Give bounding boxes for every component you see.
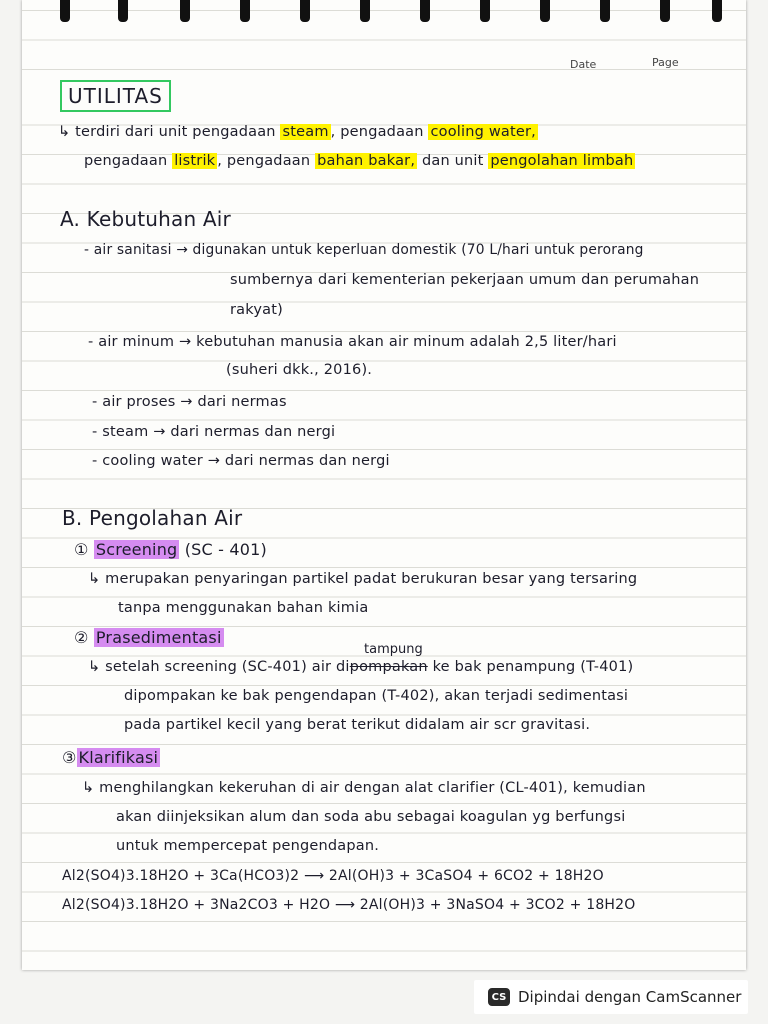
spiral-ring [540, 0, 550, 22]
section-a-heading: A. Kebutuhan Air [60, 207, 231, 231]
intro-text: , pengadaan [330, 124, 429, 140]
highlight-steam: steam [282, 124, 329, 140]
page-label: Page [652, 56, 679, 69]
intro-text: pengadaan [84, 153, 173, 169]
section-a-line: - air minum → kebutuhan manusia akan air minum adalah 2,5 liter/hari [88, 334, 617, 350]
step-3-line: untuk mempercepat pengendapan. [116, 838, 380, 854]
spiral-ring [118, 0, 128, 22]
step-number: ① [74, 540, 89, 559]
struck-word: pompakan [349, 659, 428, 675]
spiral-ring [180, 0, 190, 22]
spiral-ring [360, 0, 370, 22]
highlight-bahan-bakar: bahan bakar, [317, 153, 416, 169]
notebook-page [22, 0, 746, 970]
step-2-text: ke bak penampung (T-401) [427, 659, 634, 675]
step-2-heading [74, 628, 224, 647]
camscanner-logo-icon: CS [488, 988, 510, 1006]
section-a-line: - air proses → dari nermas [92, 394, 287, 410]
spiral-ring [300, 0, 310, 22]
highlight-prasedimentasi: Prasedimentasi [95, 628, 222, 647]
inserted-word: tampung [364, 642, 423, 657]
intro-text: ↳ terdiri dari unit pengadaan [58, 124, 281, 140]
step-2-line: pada partikel kecil yang berat terikut didalam air scr gravitasi. [124, 717, 591, 733]
highlight-pengolahan-limbah: pengolahan limbah [490, 153, 634, 169]
highlight-klarifikasi: Klarifikasi [78, 748, 159, 767]
spiral-ring [600, 0, 610, 22]
spiral-ring [480, 0, 490, 22]
intro-line-1 [58, 124, 538, 140]
step-code: (SC - 401) [179, 540, 267, 559]
section-a-line: - air sanitasi → digunakan untuk keperluan domestik (70 L/hari untuk perorang [84, 242, 644, 258]
reaction-equation-2: Al2(SO4)3.18H2O + 3Na2CO3 + H2O ⟶ 2Al(OH)3 + 3NaSO4 + 3CO2 + 18H2O [62, 897, 636, 913]
intro-text: , pengadaan [217, 153, 316, 169]
step-1-heading [74, 540, 267, 559]
step-2-text: ↳ setelah screening (SC-401) air di [88, 659, 350, 675]
step-3-line: akan diinjeksikan alum dan soda abu sebagai koagulan yg berfungsi [116, 809, 626, 825]
step-1-line: tanpa menggunakan bahan kimia [118, 600, 369, 616]
camscanner-watermark [474, 980, 748, 1014]
spiral-ring [660, 0, 670, 22]
watermark-text: Dipindai dengan CamScanner [518, 988, 742, 1006]
section-a-line: - steam → dari nermas dan nergi [92, 424, 336, 440]
section-a-line: rakyat) [230, 302, 283, 318]
date-label: Date [570, 58, 597, 71]
step-number: ② [74, 628, 89, 647]
section-a-line: - cooling water → dari nermas dan nergi [92, 453, 390, 469]
highlight-screening: Screening [95, 540, 178, 559]
step-number: ③ [62, 748, 77, 767]
highlight-cooling-water: cooling water, [430, 124, 536, 140]
spiral-ring [712, 0, 722, 22]
step-1-line: ↳ merupakan penyaringan partikel padat berukuran besar yang tersaring [88, 571, 638, 587]
section-b-heading: B. Pengolahan Air [62, 506, 243, 530]
step-2-line: dipompakan ke bak pengendapan (T-402), akan terjadi sedimentasi [124, 688, 629, 704]
step-3-line: ↳ menghilangkan kekeruhan di air dengan alat clarifier (CL-401), kemudian [82, 780, 646, 796]
section-a-line: sumbernya dari kementerian pekerjaan umum dan perumahan [230, 272, 700, 288]
intro-line-2 [84, 153, 635, 169]
step-2-line [88, 659, 633, 675]
spiral-binding [22, 0, 746, 24]
reaction-equation-1: Al2(SO4)3.18H2O + 3Ca(HCO3)2 ⟶ 2Al(OH)3 + 3CaSO4 + 6CO2 + 18H2O [62, 868, 604, 884]
spiral-ring [240, 0, 250, 22]
page-title: UTILITAS [60, 80, 171, 112]
highlight-listrik: listrik [174, 153, 216, 169]
spiral-ring [420, 0, 430, 22]
intro-text: dan unit [417, 153, 489, 169]
section-a-line: (suheri dkk., 2016). [226, 362, 373, 378]
step-3-heading [62, 748, 160, 767]
spiral-ring [60, 0, 70, 22]
